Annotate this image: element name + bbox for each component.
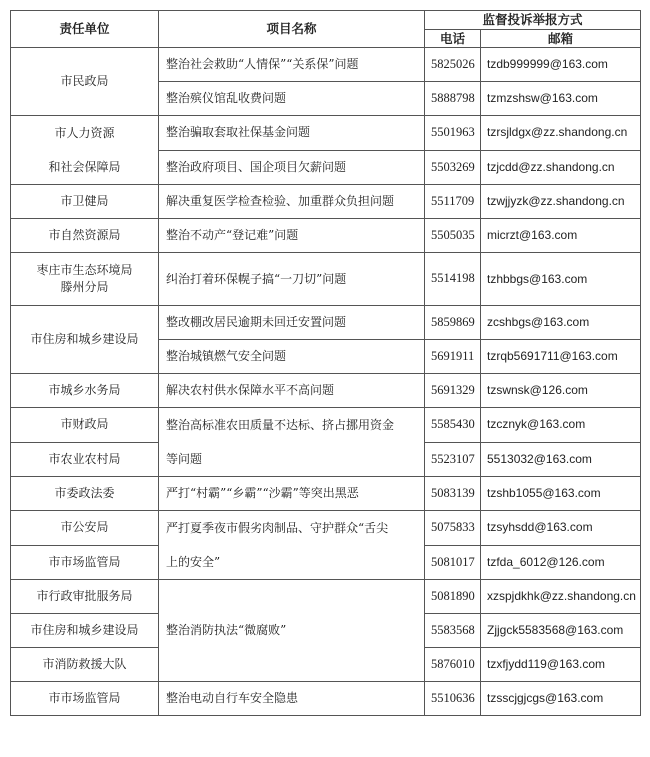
unit-cell (11, 116, 159, 185)
phone-cell: 5081890 (425, 580, 481, 614)
project-cell: 整改棚改居民逾期未回迁安置问题 (159, 306, 425, 340)
phone-cell: 5876010 (425, 648, 481, 682)
project-cell: 解决重复医学检查检验、加重群众负担问题 (159, 185, 425, 219)
unit-cell: 市自然资源局 (11, 219, 159, 253)
project-cell: 整治骗取套取社保基金问题 (159, 116, 425, 151)
project-cell: 整治政府项目、国企项目欠薪问题 (159, 150, 425, 185)
unit-cell: 市城乡水务局 (11, 374, 159, 408)
email-cell: tzshb1055@163.com (481, 477, 641, 511)
table-row (11, 185, 641, 219)
email-cell: tzrqb5691711@163.com (481, 340, 641, 374)
unit-line: 滕州分局 (60, 280, 109, 294)
email-cell: tzfda_6012@126.com (481, 545, 641, 580)
project-cell: 整治城镇燃气安全问题 (159, 340, 425, 374)
table-row (11, 116, 641, 151)
phone-cell: 5075833 (425, 511, 481, 546)
supervision-table (10, 10, 641, 716)
unit-cell: 市委政法委 (11, 477, 159, 511)
phone-cell: 5501963 (425, 116, 481, 151)
table-row (11, 219, 641, 253)
project-cell: 严打“村霸”“乡霸”“沙霸”等突出黑恶 (159, 477, 425, 511)
phone-cell: 5514198 (425, 253, 481, 306)
unit-line: 枣庄市生态环境局 (36, 263, 133, 278)
project-cell (159, 408, 425, 477)
project-line: 等问题 (166, 452, 203, 466)
phone-cell: 5691911 (425, 340, 481, 374)
email-cell: tzmzshsw@163.com (481, 82, 641, 116)
email-cell: tzsscjgjcgs@163.com (481, 682, 641, 716)
email-cell: xzspjdkhk@zz.shandong.cn (481, 580, 641, 614)
phone-cell: 5585430 (425, 408, 481, 443)
unit-line: 市人力资源 (54, 125, 115, 140)
email-cell: tzswnsk@126.com (481, 374, 641, 408)
unit-cell: 市消防救援大队 (11, 648, 159, 682)
header-unit: 责任单位 (11, 11, 159, 48)
unit-line: 和社会保障局 (48, 159, 121, 174)
email-cell: tzcznyk@163.com (481, 408, 641, 443)
email-cell: tzhbbgs@163.com (481, 253, 641, 306)
unit-cell: 市公安局 (11, 511, 159, 546)
email-cell: zcshbgs@163.com (481, 306, 641, 340)
phone-cell: 5503269 (425, 150, 481, 185)
unit-cell: 市财政局 (11, 408, 159, 443)
table-row (11, 253, 641, 306)
unit-cell (11, 253, 159, 306)
phone-cell: 5859869 (425, 306, 481, 340)
table-row (11, 477, 641, 511)
email-cell: Zjjgck5583568@163.com (481, 614, 641, 648)
table-row (11, 374, 641, 408)
project-line: 整治高标准农田质量不达标、挤占挪用资金 (166, 418, 395, 432)
phone-cell: 5523107 (425, 442, 481, 477)
email-cell: tzwjjyzk@zz.shandong.cn (481, 185, 641, 219)
table-row (11, 511, 641, 546)
project-cell: 整治社会救助“人情保”“关系保”问题 (159, 48, 425, 82)
table-row (11, 48, 641, 82)
email-cell: tzdb999999@163.com (481, 48, 641, 82)
unit-cell: 市住房和城乡建设局 (11, 614, 159, 648)
unit-cell: 市民政局 (11, 48, 159, 116)
email-cell: tzjcdd@zz.shandong.cn (481, 150, 641, 185)
project-cell (159, 511, 425, 580)
email-cell: tzsyhsdd@163.com (481, 511, 641, 546)
phone-cell: 5505035 (425, 219, 481, 253)
phone-cell: 5081017 (425, 545, 481, 580)
unit-cell: 市卫健局 (11, 185, 159, 219)
header-project: 项目名称 (159, 11, 425, 48)
phone-cell: 5691329 (425, 374, 481, 408)
table-row (11, 408, 641, 443)
header-contact-group: 监督投诉举报方式 (425, 11, 641, 30)
phone-cell: 5510636 (425, 682, 481, 716)
phone-cell: 5511709 (425, 185, 481, 219)
email-cell: 5513032@163.com (481, 442, 641, 477)
email-cell: tzxfjydd119@163.com (481, 648, 641, 682)
phone-cell: 5888798 (425, 82, 481, 116)
email-cell: tzrsjldgx@zz.shandong.cn (481, 116, 641, 151)
table-row (11, 682, 641, 716)
project-line: 上的安全” (166, 555, 221, 569)
project-cell: 纠治打着环保幌子搞“一刀切”问题 (159, 253, 425, 306)
table-row (11, 580, 641, 614)
project-cell: 解决农村供水保障水平不高问题 (159, 374, 425, 408)
project-cell: 整治不动产“登记难”问题 (159, 219, 425, 253)
header-email: 邮箱 (481, 29, 641, 48)
phone-cell: 5083139 (425, 477, 481, 511)
project-cell: 整治电动自行车安全隐患 (159, 682, 425, 716)
phone-cell: 5825026 (425, 48, 481, 82)
header-phone: 电话 (425, 29, 481, 48)
unit-cell: 市市场监管局 (11, 682, 159, 716)
email-cell: micrzt@163.com (481, 219, 641, 253)
unit-cell: 市市场监管局 (11, 545, 159, 580)
unit-cell: 市农业农村局 (11, 442, 159, 477)
phone-cell: 5583568 (425, 614, 481, 648)
unit-cell: 市住房和城乡建设局 (11, 306, 159, 374)
table-row (11, 306, 641, 340)
project-cell: 整治殡仪馆乱收费问题 (159, 82, 425, 116)
project-line: 严打夏季夜市假劣肉制品、守护群众“舌尖 (166, 521, 389, 535)
unit-cell: 市行政审批服务局 (11, 580, 159, 614)
project-cell: 整治消防执法“微腐败” (159, 580, 425, 682)
